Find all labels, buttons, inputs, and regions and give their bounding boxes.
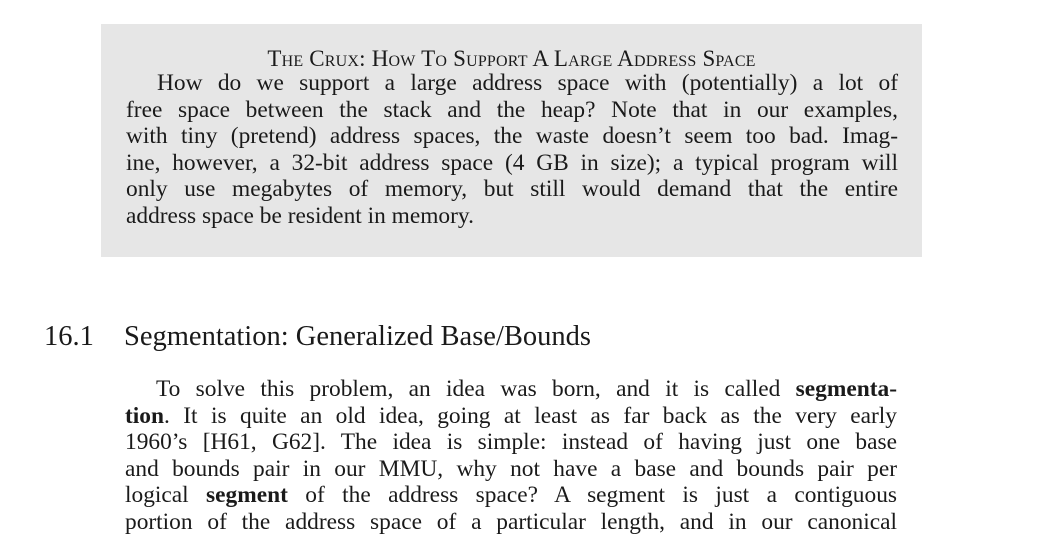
term-segmentation: segmenta- (795, 376, 897, 402)
crux-line: address space be resident in memory. (126, 202, 474, 229)
crux-line: ine, however, a 32-bit address space (4 GB in size); a typical program will (126, 149, 898, 176)
paragraph-line (125, 482, 897, 509)
crux-line: free space between the stack and the heap? Note that in our examples, (126, 96, 898, 123)
paragraph-line (125, 376, 897, 403)
paragraph-text: To solve this problem, an idea was born, and it is called (156, 376, 796, 402)
term-segmentation-end: tion (125, 402, 164, 429)
paragraph-line (125, 403, 897, 430)
paragraph-line: 1960’s [H61, G62]. The idea is simple: instead of having just one base (125, 429, 897, 455)
section-number: 16.1 (44, 321, 94, 352)
crux-body (126, 70, 898, 229)
paragraph-text: of the address space? A segment is just a contiguous (287, 482, 897, 508)
section-heading (44, 320, 591, 354)
crux-box (101, 24, 922, 257)
term-segment: segment (206, 482, 288, 508)
section-title: Segmentation: Generalized Base/Bounds (124, 321, 591, 352)
paragraph-text: . It is quite an old idea, going at least as far back as the very early (164, 402, 897, 429)
crux-title (101, 46, 922, 72)
paragraph-text: logical (125, 482, 207, 508)
section-paragraph (125, 376, 897, 535)
crux-title-prefix: The Crux: (267, 46, 366, 71)
paragraph-line: portion of the address space of a particular length, and in our canonical (125, 508, 897, 535)
paragraph-line: and bounds pair in our MMU, why not have a base and bounds pair per (125, 455, 897, 482)
crux-line: How do we support a large address space with (potentially) a lot of (157, 70, 898, 96)
crux-line: only use megabytes of memory, but still would demand that the entire (126, 176, 898, 202)
crux-line: with tiny (pretend) address spaces, the waste doesn’t seem too bad. Imag- (126, 123, 898, 149)
crux-title-main: How To Support A Large Address Space (371, 46, 756, 71)
